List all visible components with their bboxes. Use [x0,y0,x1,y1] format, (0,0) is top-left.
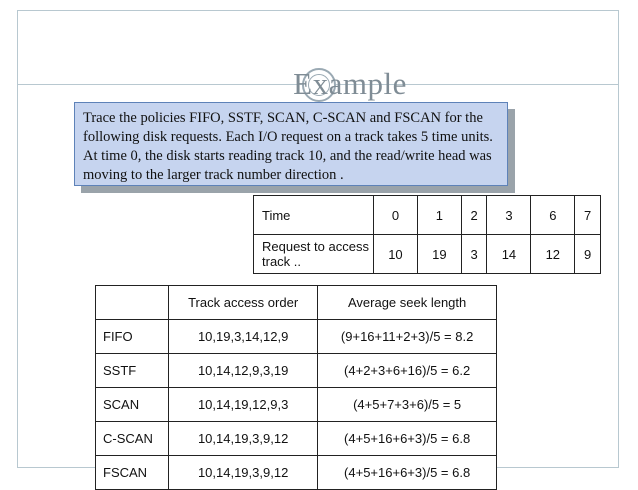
order-cell: 10,19,3,14,12,9 [169,320,318,354]
table-row [96,320,497,354]
order-cell: 10,14,19,3,9,12 [169,422,318,456]
requests-table [253,195,601,274]
seek-cell: (9+16+11+2+3)/5 = 8.2 [318,320,497,354]
order-cell: 10,14,19,12,9,3 [169,388,318,422]
policy-cell: SSTF [96,354,169,388]
time-cell: 6 [531,196,575,235]
policy-cell: FIFO [96,320,169,354]
seek-cell: (4+2+3+6+16)/5 = 6.2 [318,354,497,388]
order-cell: 10,14,19,3,9,12 [169,456,318,490]
track-cell: 9 [575,235,601,274]
time-cell: 0 [374,196,418,235]
time-row [254,196,601,235]
header-cell [96,286,169,320]
table-row [96,456,497,490]
track-cell: 10 [374,235,418,274]
track-label: Request to access track .. [254,235,374,274]
time-cell: 1 [417,196,461,235]
seek-cell: (4+5+16+6+3)/5 = 6.8 [318,456,497,490]
header-cell: Track access order [169,286,318,320]
track-cell: 3 [461,235,487,274]
header-cell: Average seek length [318,286,497,320]
results-header-row [96,286,497,320]
time-label: Time [254,196,374,235]
table-row [96,388,497,422]
policy-cell: FSCAN [96,456,169,490]
seek-cell: (4+5+16+6+3)/5 = 6.8 [318,422,497,456]
track-cell: 19 [417,235,461,274]
problem-statement: Trace the policies FIFO, SSTF, SCAN, C-SCAN and FSCAN for the following disk requests. Each I/O request on a track takes 5 time units. At time 0, the disk starts reading track 10, and the read/write head was moving to the larger track number direction . [74,102,508,186]
slide-title: Example [293,66,407,101]
order-cell: 10,14,12,9,3,19 [169,354,318,388]
track-row [254,235,601,274]
time-cell: 7 [575,196,601,235]
policy-cell: SCAN [96,388,169,422]
results-table [95,285,497,490]
policy-cell: C-SCAN [96,422,169,456]
seek-cell: (4+5+7+3+6)/5 = 5 [318,388,497,422]
table-row [96,422,497,456]
track-cell: 12 [531,235,575,274]
time-cell: 2 [461,196,487,235]
track-cell: 14 [487,235,531,274]
table-row [96,354,497,388]
time-cell: 3 [487,196,531,235]
